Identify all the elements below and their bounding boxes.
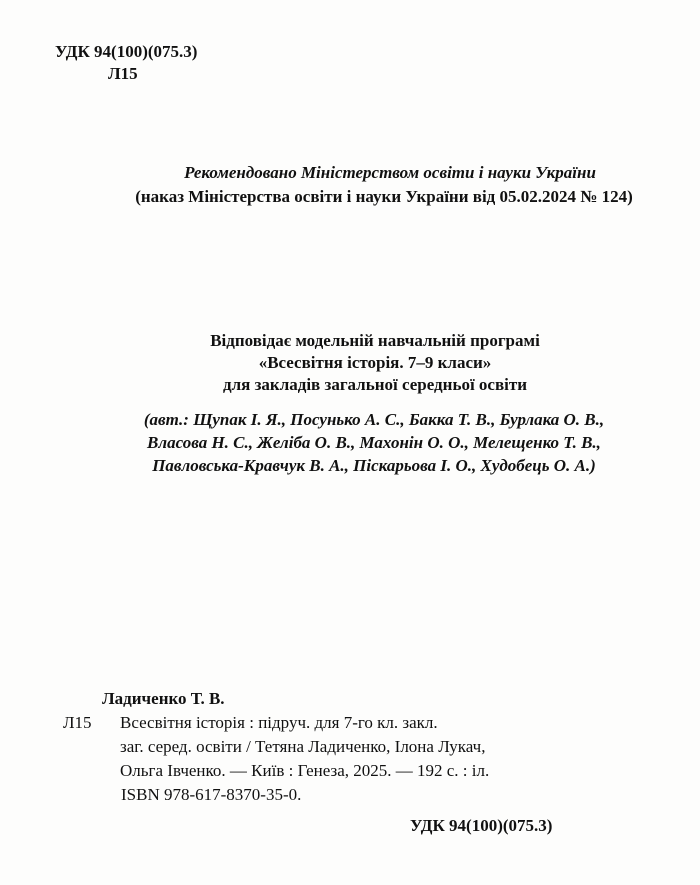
author-index-code: Л15 xyxy=(108,64,138,83)
catalog-record xyxy=(63,687,633,807)
curriculum-compliance xyxy=(0,330,700,396)
udk-code: УДК 94(100)(075.3) xyxy=(55,42,198,61)
authors-line-3: Павловська-Кравчук В. А., Піскарьова І. О., Худобець О. А.) xyxy=(152,456,596,475)
catalog-line-1: Всесвітня історія : підруч. для 7-го кл. закл. xyxy=(120,713,438,732)
catalog-description xyxy=(120,711,633,783)
catalog-author: Ладиченко Т. В. xyxy=(102,689,225,708)
program-line-1: Відповідає модельній навчальній програмі xyxy=(210,331,540,350)
catalog-line-3: Ольга Івченко. — Київ : Генеза, 2025. — 192 с. : іл. xyxy=(120,761,490,780)
program-authors xyxy=(0,408,700,477)
catalog-index: Л15 xyxy=(63,713,92,732)
program-line-3: для закладів загальної середньої освіти xyxy=(222,375,528,394)
ministry-recommendation xyxy=(0,161,700,209)
recommendation-line: Рекомендовано Міністерством освіти і науки України xyxy=(184,163,596,182)
udk-footer: УДК 94(100)(075.3) xyxy=(410,816,553,835)
program-title: «Всесвітня історія. 7–9 класи» xyxy=(258,353,492,372)
isbn: ISBN 978-617-8370-35-0. xyxy=(121,785,302,804)
authors-line-2: Власова Н. С., Желіба О. В., Махонін О. О., Мелещенко Т. В., xyxy=(147,433,601,452)
authors-line-1: (авт.: Щупак І. Я., Посунько А. С., Бакка Т. В., Бурлака О. В., xyxy=(143,410,605,429)
catalog-row xyxy=(63,711,633,783)
catalog-line-2: заг. серед. освіти / Тетяна Ладиченко, Ілона Лукач, xyxy=(120,737,486,756)
order-reference-line: (наказ Міністерства освіти і науки України від 05.02.2024 № 124) xyxy=(135,187,633,206)
udk-header xyxy=(55,41,197,85)
